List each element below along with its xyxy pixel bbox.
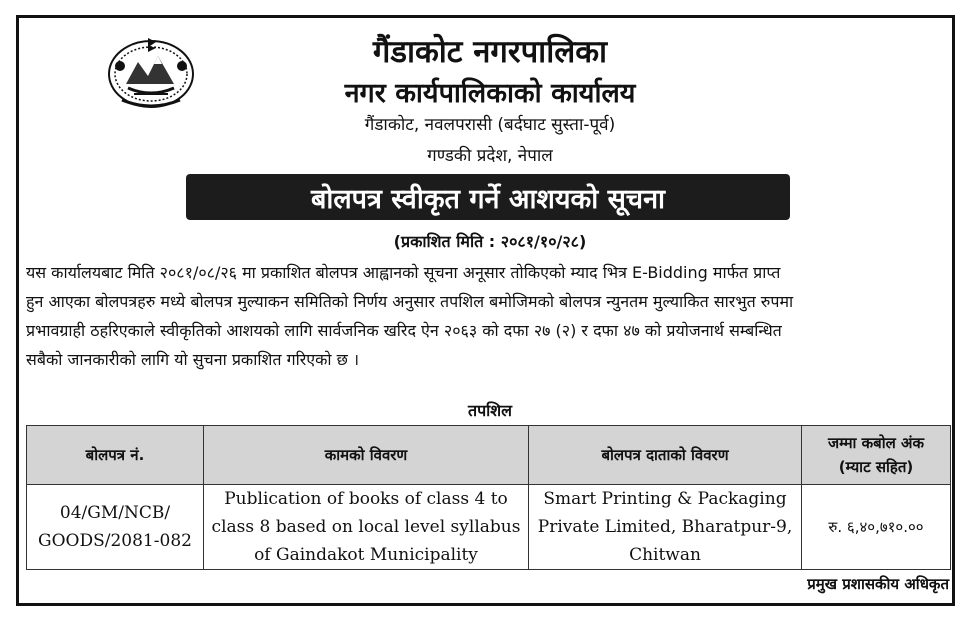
bidder-line: Chitwan xyxy=(629,545,701,565)
address-line-2: गण्डकी प्रदेश, नेपाल xyxy=(427,146,553,166)
notice-title-banner xyxy=(186,174,790,220)
table-header-row xyxy=(27,426,951,485)
work-line: Publication of books of class 4 to xyxy=(224,489,508,509)
address-line-1: गैंडाकोट, नवलपरासी (बर्दघाट सुस्ता-पूर्व) xyxy=(364,115,616,135)
column-header-bid-no: बोलपत्र नं. xyxy=(27,426,204,485)
column-header-work: कामको विवरण xyxy=(204,426,529,485)
signatory-title: प्रमुख प्रशासकीय अधिकृत xyxy=(807,575,949,593)
column-header-amount xyxy=(802,426,951,485)
work-line: class 8 based on local level syllabus xyxy=(211,517,521,537)
notice-title: बोलपत्र स्वीकृत गर्ने आशयको सूचना xyxy=(310,183,666,215)
bid-no-line: GOODS/2081-082 xyxy=(38,531,192,551)
published-date: (प्रकाशित मिति : २०८१/१०/२८) xyxy=(393,232,587,251)
cell-bidder xyxy=(529,485,802,570)
body-line: सबैको जानकारीको लागि यो सुचना प्रकाशित गरिएको छ । xyxy=(26,350,360,369)
schedule-heading: तपशिल xyxy=(467,401,513,420)
amount-header-line: जम्मा कबोल अंक xyxy=(827,434,925,452)
municipality-name: गैंडाकोट नगरपालिका xyxy=(372,34,608,70)
column-header-bidder: बोलपत्र दाताको विवरण xyxy=(529,426,802,485)
schedule-table xyxy=(26,425,951,570)
cell-work xyxy=(204,485,529,570)
amount-header-line: (म्याट सहित) xyxy=(838,458,914,476)
cell-bid-no xyxy=(27,485,204,570)
cell-amount: रु. ६,४०,७१०.०० xyxy=(802,485,951,570)
bidder-line: Private Limited, Bharatpur-9, xyxy=(537,517,793,537)
office-name: नगर कार्यपालिकाको कार्यालय xyxy=(344,78,636,109)
body-line: यस कार्यालयबाट मिति २०८१/०८/२६ मा प्रकाशित बोलपत्र आह्वानको सूचना अनूसार तोकिएको म्याद भित्र E-Bidding मार्फत प्राप्त xyxy=(26,263,781,282)
notice-body xyxy=(26,258,954,374)
body-line: हुन आएका बोलपत्रहरु मध्ये बोलपत्र मुल्याकन समितिको निर्णय अनुसार तपशिल बमोजिमको बोलपत्र न्युनतम मुल्याकित सारभुत रुपमा xyxy=(26,292,794,311)
bid-no-line: 04/GM/NCB/ xyxy=(59,503,171,523)
bidder-line: Smart Printing & Packaging xyxy=(543,489,787,509)
nepal-government-emblem-icon xyxy=(104,32,198,112)
work-line: of Gaindakot Municipality xyxy=(254,545,478,565)
body-line: प्रभावग्राही ठहरिएकाले स्वीकृतिको आशयको लागि सार्वजनिक खरिद ऐन २०६३ को दफा २७ (२) र दफा ४७ को प्रयोजनार्थ सम्बन्धित xyxy=(26,321,782,340)
table-row xyxy=(27,485,951,570)
